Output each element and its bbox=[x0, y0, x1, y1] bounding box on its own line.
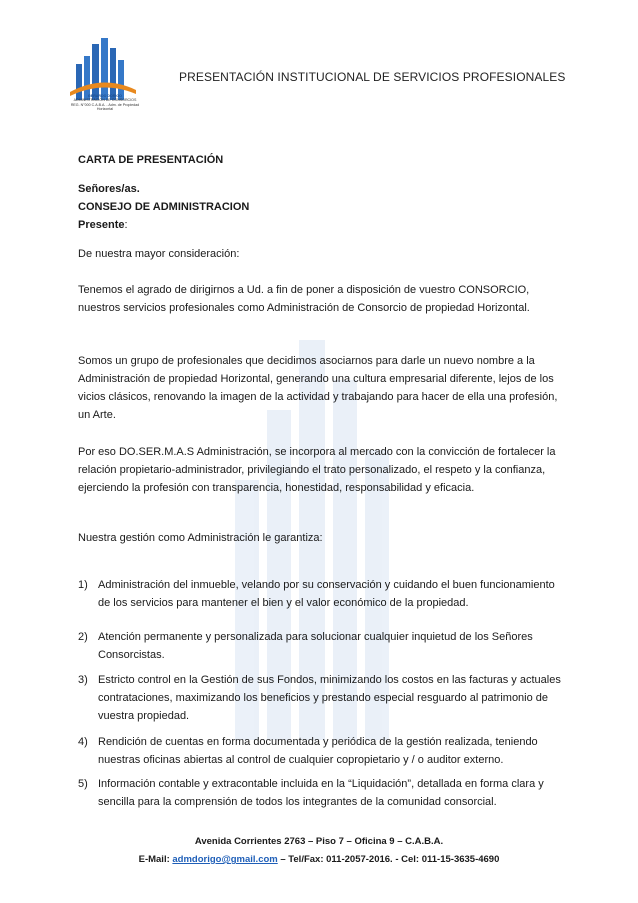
list-number: 2) bbox=[78, 631, 88, 643]
salutation: Señores/as. bbox=[78, 183, 140, 195]
phone-numbers: – Tel/Fax: 011-2057-2016. - Cel: 011-15-3635-4690 bbox=[280, 854, 500, 865]
guarantee-intro: Nuestra gestión como Administración le garantiza: bbox=[78, 532, 323, 544]
email-label: E-Mail: bbox=[138, 854, 170, 865]
paragraph-3: Por eso DO.SER.M.A.S Administración, se incorpora al mercado con la convicción de fortalecer la relación propietario-administrador, privilegiando el trato personalizado, el respeto y la confianza, ejerciendo la profesión con transparencia, honestidad, responsabilidad y eficacia. bbox=[78, 446, 556, 494]
list-text: Estricto control en la Gestión de sus Fondos, minimizando los costos en las facturas y actuales contrataciones, maximizando los beneficios y prestando especial resguardo al patrimonio de vuestra propiedad. bbox=[98, 674, 561, 722]
presente-word: Presente bbox=[78, 219, 125, 231]
logo-brand: GERARDO DORIGO bbox=[88, 94, 122, 98]
header-title: PRESENTACIÓN INSTITUCIONAL DE SERVICIOS PROFESIONALES bbox=[179, 70, 566, 84]
letter-heading: CARTA DE PRESENTACIÓN bbox=[78, 154, 224, 166]
list-item bbox=[78, 733, 568, 769]
recipient: CONSEJO DE ADMINISTRACION bbox=[78, 201, 250, 213]
list-item bbox=[78, 576, 568, 612]
list-text: Atención permanente y personalizada para solucionar cualquier inquietud de los Señores Consorcistas. bbox=[98, 631, 533, 661]
list-number: 1) bbox=[78, 579, 88, 591]
list-text: Administración del inmueble, velando por su conservación y cuidando el buen funcionamiento de los servicios para mantener el bien y el valor económico de la propiedad. bbox=[98, 579, 555, 609]
list-number: 3) bbox=[78, 674, 88, 686]
footer-contact bbox=[0, 854, 638, 865]
list-number: 4) bbox=[78, 736, 88, 748]
logo-line-2: REG. N°000 C.A.B.A. - Adm. de Propiedad Horizontal bbox=[70, 102, 140, 112]
list-item bbox=[78, 671, 568, 725]
presente-colon: : bbox=[124, 219, 128, 231]
list-item bbox=[78, 775, 568, 811]
paragraph-1: Tenemos el agrado de dirigirnos a Ud. a fin de poner a disposición de vuestro CONSORCIO, nuestros servicios profesionales como Administración de Consorcio de propiedad Horizontal. bbox=[78, 284, 530, 314]
logo-line-1: ADMINISTRACIÓN DE CONSORCIOS bbox=[73, 98, 137, 103]
footer-address: Avenida Corrientes 2763 – Piso 7 – Oficina 9 – C.A.B.A. bbox=[194, 836, 444, 847]
paragraph-2: Somos un grupo de profesionales que decidimos asociarnos para darle un nuevo nombre a la Administración de propiedad Horizontal, generando una cultura empresarial diferente, lejos de los vicios clásicos, renovando la imagen de la actividad y trabajando para hacer de ella una profesión, un Arte. bbox=[78, 355, 558, 421]
list-item bbox=[78, 628, 568, 664]
greeting: De nuestra mayor consideración: bbox=[78, 248, 240, 260]
presente-line bbox=[78, 217, 128, 234]
list-text: Información contable y extracontable incluida en la “Liquidación”, detallada en forma clara y sencilla para la comprensión de todos los integrantes de la comunidad consorcial. bbox=[98, 778, 544, 808]
list-number: 5) bbox=[78, 778, 88, 790]
list-text: Rendición de cuentas en forma documentada y periódica de la gestión realizada, teniendo nuestras oficinas abiertas al control de cualquier copropietario y / o auditor externo. bbox=[98, 736, 538, 766]
email-link[interactable]: admdorigo@gmail.com bbox=[172, 854, 278, 865]
logo-caption bbox=[64, 94, 146, 112]
